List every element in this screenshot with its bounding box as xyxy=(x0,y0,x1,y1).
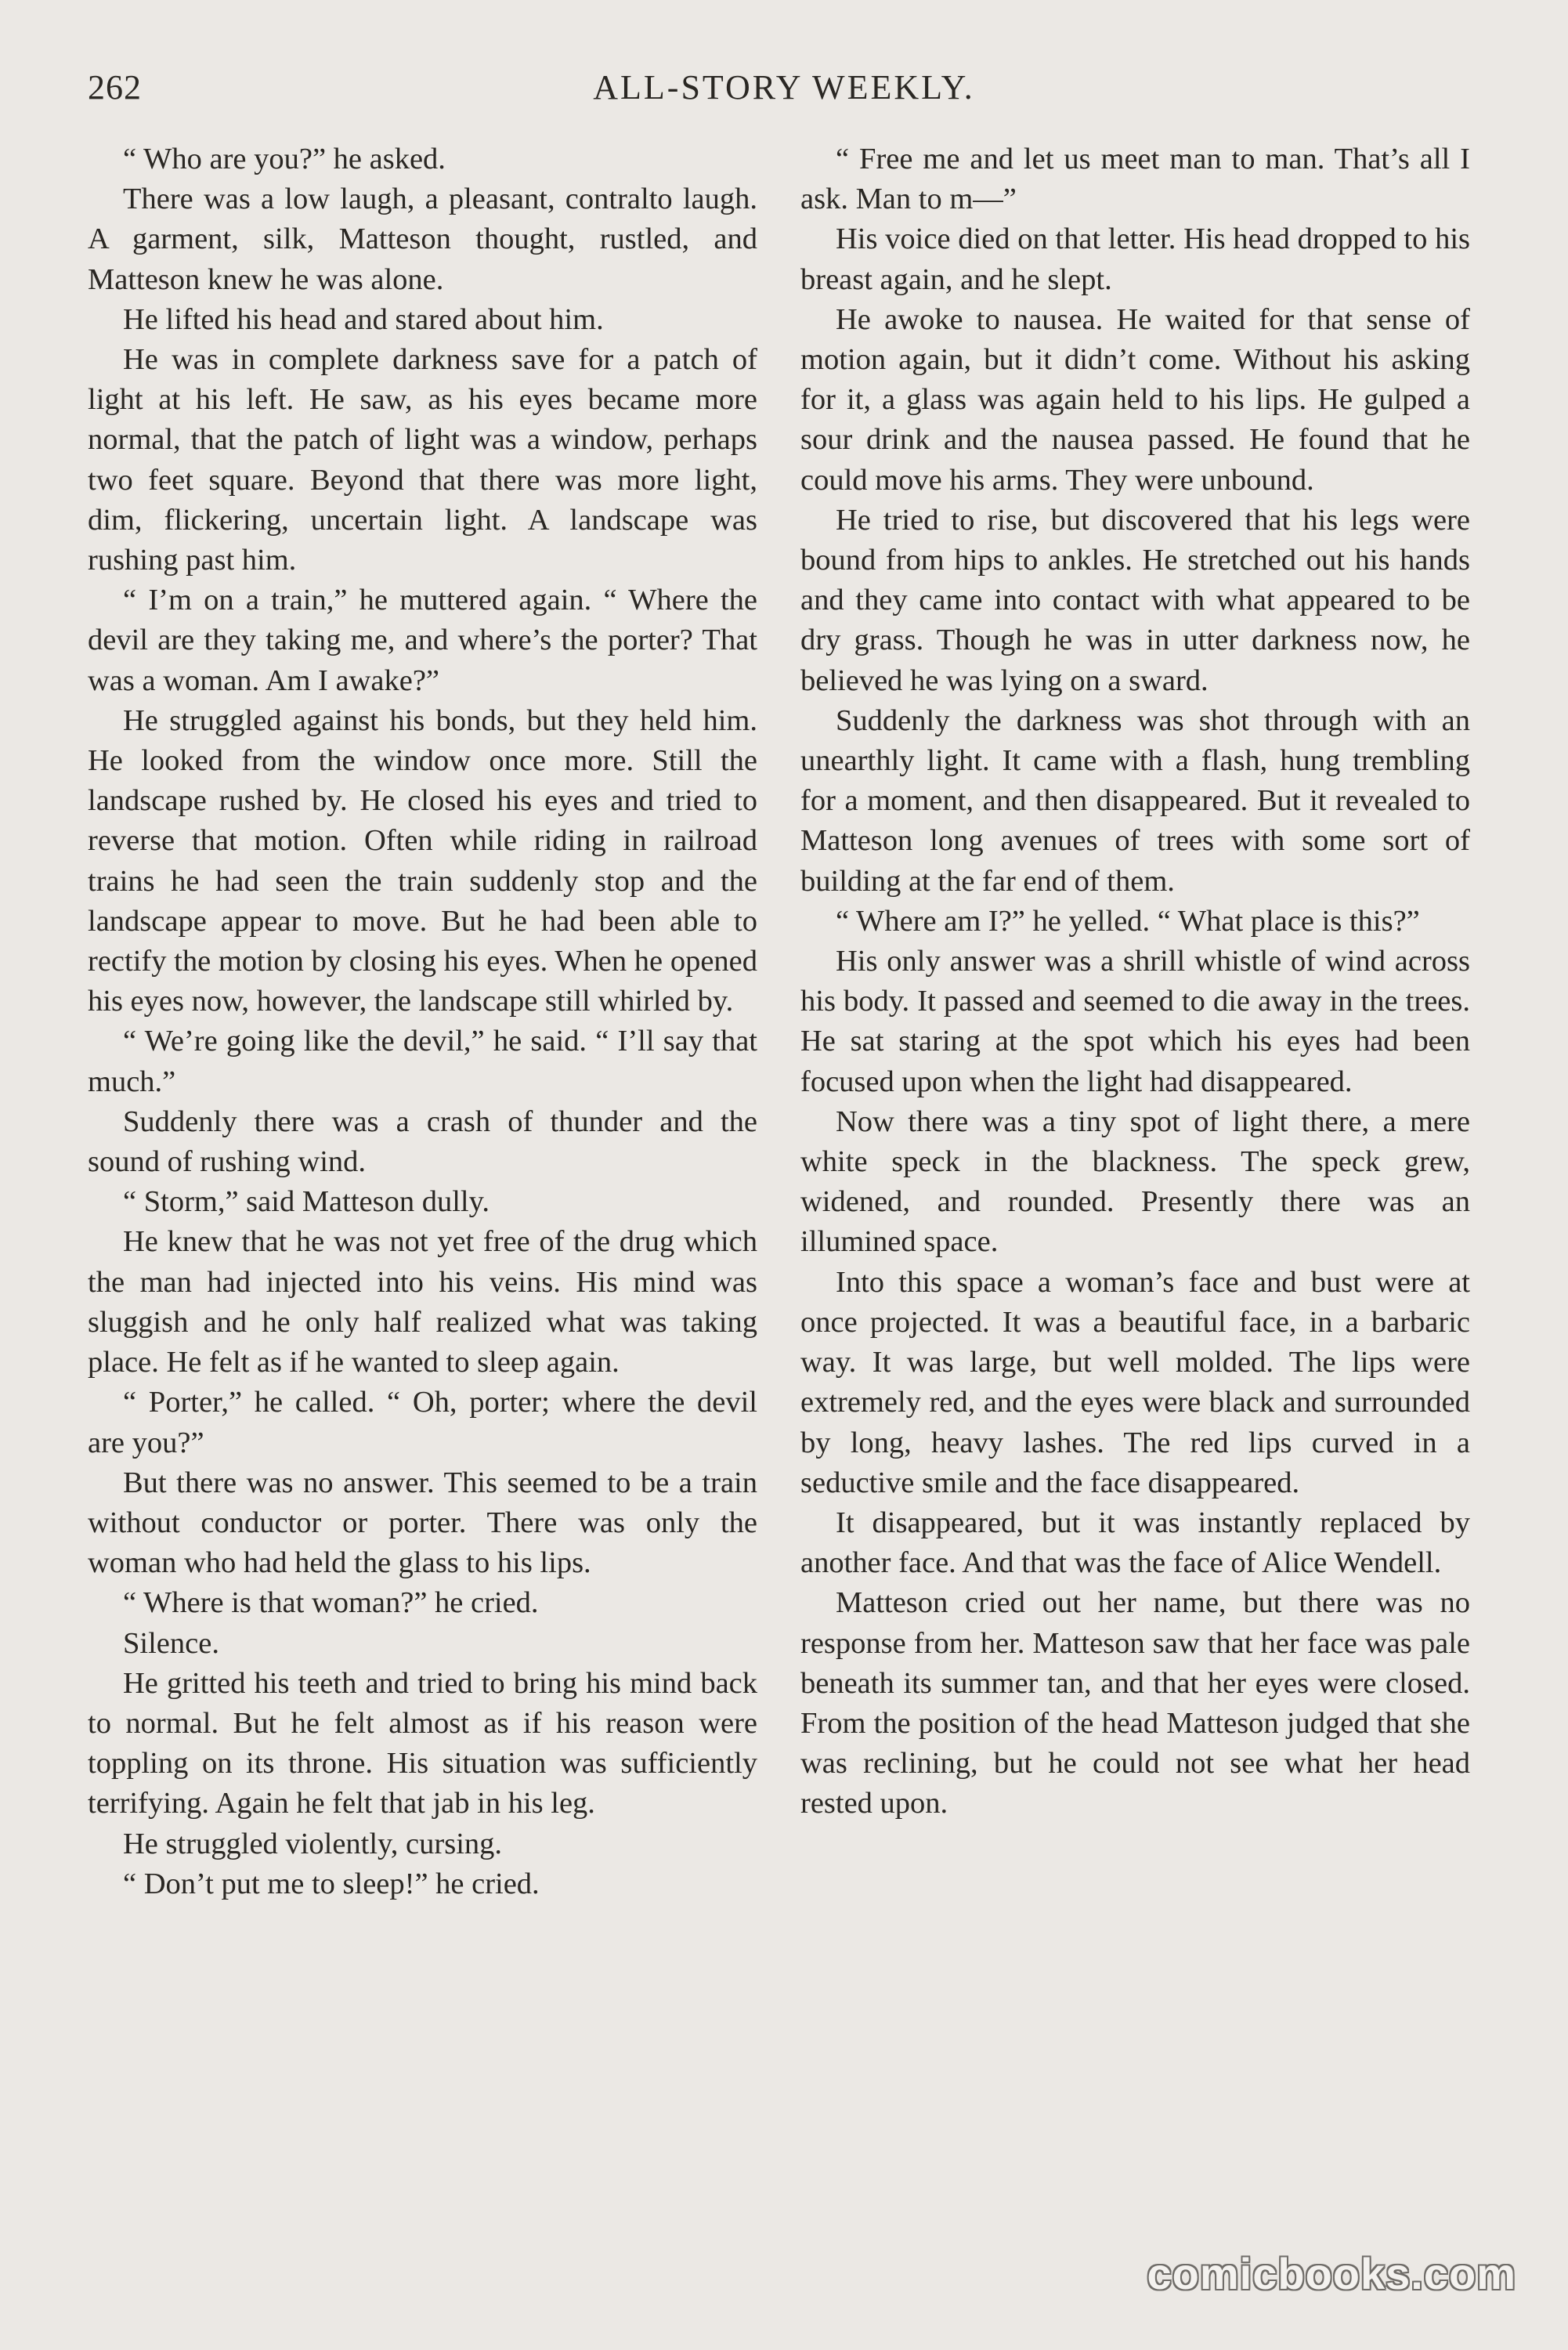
page-number: 262 xyxy=(88,68,142,107)
paragraph: “ Don’t put me to sleep!” he cried. xyxy=(123,1867,540,1900)
paragraph: Into this space a woman’s face and bust were at once projected. It was a beautiful face, in a barbaric way. It was large, but well molded. The lips were extremely red, and the eyes were black and surrounded by long, heavy lashes. The red lips curved in a seductive smile and the face disappeared. xyxy=(800,1265,1470,1499)
paragraph: “ We’re going like the devil,” he said. “ I’ll say that much.” xyxy=(88,1025,757,1098)
right-column xyxy=(800,139,1470,1824)
paragraph: There was a low laugh, a pleasant, contralto laugh. A garment, silk, Matteson thought, rustled, and Matteson knew he was alone. xyxy=(88,183,757,296)
paragraph: Suddenly the darkness was shot through with an unearthly light. It came with a flash, hung trembling for a moment, and then disappeared. But it revealed to Matteson long avenues of trees with some sort of building at the far end of them. xyxy=(800,703,1470,898)
paragraph: He struggled violently, cursing. xyxy=(123,1827,503,1860)
paragraph: “ Where is that woman?” he cried. xyxy=(123,1586,539,1620)
paragraph: He was in complete darkness save for a patch of light at his left. He saw, as his eyes became more normal, that the patch of light was a window, perhaps two feet square. Beyond that there was more light, dim, flickering, uncertain light. A landscape was rushing past him. xyxy=(88,343,757,577)
paragraph: Suddenly there was a crash of thunder and the sound of rushing wind. xyxy=(88,1104,757,1179)
paragraph: He tried to rise, but discovered that his legs were bound from hips to ankles. He stretched out his hands and they came into contact with what appeared to be dry grass. Though he was in utter darkness now, he believed he was lying on a sward. xyxy=(800,503,1470,697)
paragraph: He knew that he was not yet free of the drug which the man had injected into his veins. His mind was sluggish and he only half realized what was taking place. He felt as if he wanted to sleep again. xyxy=(88,1225,757,1379)
paragraph: Silence. xyxy=(123,1626,219,1660)
paragraph: His only answer was a shrill whistle of wind across his body. It passed and seemed to die away in the trees. He sat staring at the spot which his eyes had been focused upon when the light had disappeared. xyxy=(800,945,1470,1098)
paragraph: He struggled against his bonds, but they held him. He looked from the window once more. Still the landscape rushed by. He closed his eyes and tried to reverse that motion. Often while riding in railroad trains he had seen the train suddenly stop and the landscape appear to move. But he had been able to rectify the motion by closing his eyes. When he opened his eyes now, however, the landscape still whirled by. xyxy=(88,703,757,1018)
paragraph: “ Free me and let us meet man to man. That’s all I ask. Man to m—” xyxy=(800,143,1470,216)
paragraph: “ Storm,” said Matteson dully. xyxy=(123,1185,490,1219)
paragraph: It disappeared, but it was instantly replaced by another face. And that was the face of Alice Wendell. xyxy=(800,1506,1470,1580)
paragraph: Matteson cried out her name, but there was no response from her. Matteson saw that her face was pale beneath its summer tan, and that her eyes were closed. From the position of the head Matteson judged that she was reclining, but he could not see what her head rested upon. xyxy=(800,1586,1470,1820)
paragraph: But there was no answer. This seemed to be a train without conductor or porter. There was only the woman who had held the glass to his lips. xyxy=(88,1466,757,1580)
paragraph: “ Porter,” he called. “ Oh, porter; where the devil are you?” xyxy=(88,1386,757,1459)
paragraph: He awoke to nausea. He waited for that sense of motion again, but it didn’t come. Without his asking for it, a glass was again held to his lips. He gulped a sour drink and the nausea passed. He found that he could move his arms. They were unbound. xyxy=(800,302,1470,497)
paragraph: “ Who are you?” he asked. xyxy=(123,143,446,175)
watermark-logo: comicbooks.com xyxy=(1147,2249,1516,2298)
paragraph: Now there was a tiny spot of light there, a mere white speck in the blackness. The speck grew, widened, and rounded. Presently there was an illumined space. xyxy=(800,1104,1470,1259)
paragraph: He lifted his head and stared about him. xyxy=(123,302,604,336)
paragraph: “ I’m on a train,” he muttered again. “ Where the devil are they taking me, and where’s the porter? That was a woman. Am I awake?” xyxy=(88,584,757,697)
paragraph: “ Where am I?” he yelled. “ What place is this?” xyxy=(836,904,1420,938)
left-column xyxy=(88,139,757,1904)
paragraph: His voice died on that letter. His head dropped to his breast again, and he slept. xyxy=(800,222,1470,296)
paragraph: He gritted his teeth and tried to bring his mind back to normal. But he felt almost as if his reason were toppling on its throne. His situation was sufficiently terrifying. Again he felt that jab in his leg. xyxy=(88,1666,757,1820)
running-title: ALL-STORY WEEKLY. xyxy=(593,68,975,107)
